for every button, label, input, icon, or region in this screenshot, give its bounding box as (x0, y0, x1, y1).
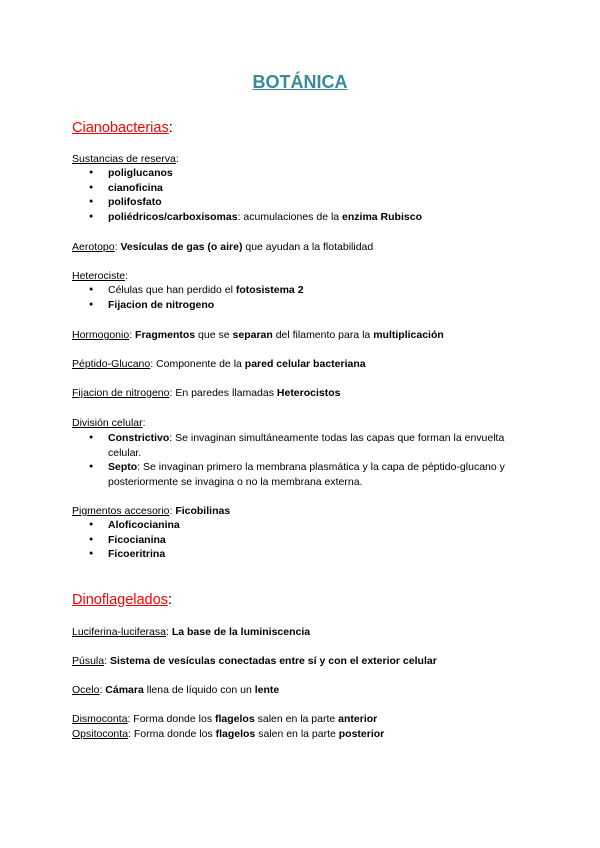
pusula-label: Púsula (72, 655, 105, 667)
pusula-line (72, 654, 542, 669)
opsitoconta-label: Opsitoconta (72, 728, 129, 740)
peptido-sep: : Componente de la (150, 358, 245, 370)
pigmentos-line (72, 504, 542, 519)
list-item-bold: Aloficocianina (108, 519, 180, 531)
dismoconta-bold-1: flagelos (215, 713, 255, 725)
heterociste-label: Heterociste (72, 270, 126, 282)
list-item-bold: enzima Rubisco (342, 210, 422, 223)
dismoconta-line (72, 712, 542, 727)
hormogonio-text-2: del filamento para la (272, 329, 374, 341)
list-item (72, 518, 532, 533)
sustancias-colon: : (175, 153, 179, 165)
division-list (72, 431, 532, 489)
hormogonio-text-1: que se (195, 329, 233, 341)
pusula-bold: Sistema de vesículas conectadas entre sí y con el exterior celular (109, 655, 437, 667)
opsitoconta-sep: : Forma donde los (128, 728, 216, 740)
list-item (72, 283, 532, 298)
dismoconta-text-1: salen en la parte (254, 713, 339, 725)
pigmentos-list (72, 518, 532, 562)
list-item (72, 547, 532, 562)
pusula-sep: : (104, 655, 110, 667)
dismoconta-label: Dismoconta (72, 713, 128, 725)
list-item-bold: Ficoeritrina (108, 548, 166, 560)
hormogonio-sep: : (129, 329, 136, 341)
page-title: BOTÁNICA (252, 72, 348, 92)
section-heading-colon: : (168, 120, 173, 136)
list-item (72, 210, 532, 225)
section-heading-text: Dinoflagelados (72, 592, 168, 608)
dismoconta-bold-2: anterior (338, 713, 378, 725)
sustancias-label-line (72, 152, 542, 167)
hormogonio-bold-2: separan (232, 329, 273, 341)
luciferina-sep: : (165, 626, 172, 638)
division-colon: : (142, 417, 146, 429)
fijacion-line (72, 386, 542, 401)
ocelo-line (72, 683, 542, 698)
ocelo-bold-1: Cámara (105, 684, 144, 696)
heterociste-list (72, 283, 532, 312)
list-item (72, 181, 532, 196)
section-heading-cianobacterias (72, 120, 173, 136)
list-item-text: Células que han perdido el (108, 284, 236, 296)
list-item-bold: polifosfato (108, 196, 162, 208)
section-heading-text: Cianobacterias (72, 120, 169, 136)
list-item (72, 298, 532, 313)
luciferina-label: Luciferina-luciferasa (72, 626, 166, 638)
aerotopo-line (72, 240, 542, 255)
hormogonio-bold-3: multiplicación (373, 329, 444, 341)
list-item (72, 533, 532, 548)
pigmentos-bold: Ficobilinas (175, 505, 231, 517)
aerotopo-rest: que ayudan a la flotabilidad (242, 241, 374, 253)
aerotopo-sep: : (114, 241, 121, 253)
list-item (72, 460, 532, 489)
ocelo-bold-2: lente (254, 684, 280, 696)
list-item-bold: Fijacion de nitrogeno (108, 298, 215, 311)
list-item (72, 195, 532, 210)
dismoconta-sep: : Forma donde los (127, 713, 215, 725)
division-label: División celular (72, 417, 143, 429)
list-item-bold: Septo (108, 461, 138, 473)
list-item (72, 431, 532, 460)
hormogonio-line (72, 328, 542, 343)
division-label-line (72, 416, 542, 431)
opsitoconta-text-1: salen en la parte (255, 728, 339, 740)
ocelo-label: Ocelo (72, 684, 100, 696)
sustancias-list (72, 166, 532, 224)
aerotopo-label: Aerotopo (72, 241, 115, 253)
luciferina-bold: La base de la luminiscencia (171, 626, 311, 638)
ocelo-sep: : (99, 684, 106, 696)
hormogonio-bold-1: Fragmentos (135, 329, 196, 341)
luciferina-line (72, 625, 542, 640)
sustancias-label: Sustancias de reserva (72, 153, 176, 165)
fijacion-label: Fijacion de nitrogeno (72, 387, 170, 399)
fijacion-bold: Heterocistos (276, 387, 341, 399)
heterociste-colon: : (125, 270, 129, 282)
list-item-bold: fotosistema 2 (235, 284, 304, 296)
opsitoconta-bold-1: flagelos (215, 728, 256, 740)
list-item-bold: Ficocianina (108, 533, 166, 546)
section-heading-dinoflagelados (72, 592, 172, 608)
opsitoconta-bold-2: posterior (338, 728, 385, 740)
list-item-text: : Se invaginan simultáneamente todas las capas que forman la envuelta celular. (108, 432, 505, 459)
list-item-text: : acumulaciones de la (237, 210, 343, 223)
hormogonio-label: Hormogonio (72, 329, 130, 341)
list-item-bold: poliédricos/carboxisomas (108, 210, 238, 223)
fijacion-sep: : En paredes llamadas (169, 387, 277, 399)
aerotopo-bold: Vesículas de gas (o aire) (120, 241, 243, 253)
list-item-text: : Se invaginan primero la membrana plasmática y la capa de péptido-glucano y posteriormente se invagina o no la membrana externa. (108, 461, 505, 488)
peptido-label: Péptido-Glucano (72, 358, 151, 370)
list-item-bold: cianoficina (108, 181, 163, 194)
list-item-bold: Constrictivo (108, 432, 170, 444)
pigmentos-label: Pigmentos accesorio (72, 505, 170, 517)
list-item-bold: poliglucanos (108, 167, 173, 179)
pigmentos-sep: : (169, 505, 176, 517)
peptido-bold: pared celular bacteriana (244, 358, 366, 370)
section-heading-colon: : (167, 592, 172, 608)
list-item (72, 166, 532, 181)
peptido-line (72, 357, 542, 372)
ocelo-text-1: llena de líquido con un (143, 684, 255, 696)
opsitoconta-line (72, 727, 542, 742)
heterociste-label-line (72, 269, 542, 284)
